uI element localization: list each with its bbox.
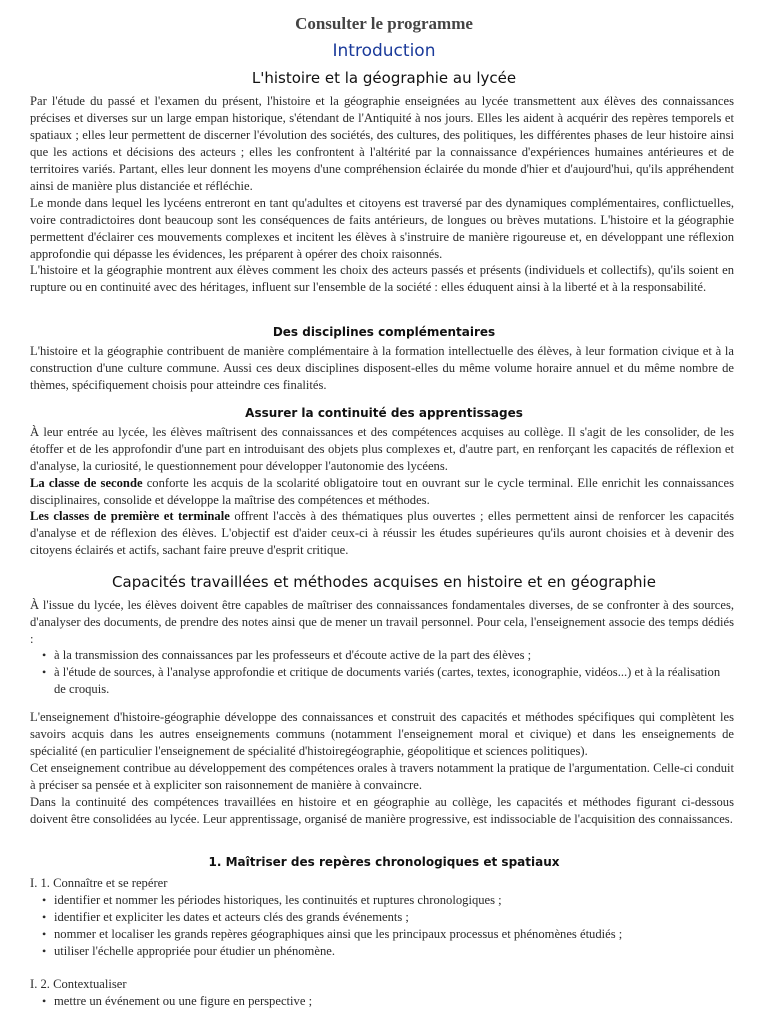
- seconde-text: conforte les acquis de la scolarité obligatoire tout en ouvrant sur le cycle terminal. Elle enrichit les connaissances disciplinaires, consolide et développe la maîtrise des compétences et méthodes.: [30, 476, 734, 507]
- premiere-terminale-label: Les classes de première et terminale: [30, 509, 230, 523]
- seconde-label: La classe de seconde: [30, 476, 143, 490]
- continuite-paragraph-1: À leur entrée au lycée, les élèves maîtrisent des connaissances et des compétences acquises au collège. Il s'agit de les consolider, de les étoffer et de les approfondir d'une part en introduisant des objets plus complexes et, d'autre part, en renforçant les capacités de réflexion et d'analyse, la curiosité, le questionnement pour développer l'autonomie des lycéens.: [30, 425, 734, 473]
- list-item: • identifier et expliciter les dates et acteurs clés des grands événements ;: [42, 909, 734, 926]
- list-item: • nommer et localiser les grands repères géographiques ainsi que les principaux processus et phénomènes étudiés ;: [42, 926, 734, 943]
- capacites-paragraph-4: Dans la continuité des compétences travaillées en histoire et en géographie au collège, les capacités et méthodes figurant ci-dessous doivent être consolidées au lycée. Leur apprentissage, organisé de manière progressive, est indissociable de l'acquisition des connaissances.: [30, 795, 734, 826]
- continuite-paragraph-3: [30, 508, 734, 559]
- subheading-connaitre: I. 1. Connaître et se repérer: [30, 876, 168, 890]
- list-item: • utiliser l'échelle appropriée pour étudier un phénomène.: [42, 943, 734, 960]
- program-link-title[interactable]: Consulter le programme: [295, 14, 473, 33]
- reperes-bullet-list-2: [42, 993, 734, 1010]
- continuite-paragraph-2: [30, 475, 734, 509]
- capacites-paragraph-3: Cet enseignement contribue au développement des compétences orales à travers notamment la pratique de l'argumentation. Celle-ci conduit à préciser sa pensée et à expliciter son raisonnement de manière à convaincre.: [30, 761, 734, 792]
- heading-reperes: 1. Maîtriser des repères chronologiques et spatiaux: [208, 855, 560, 869]
- heading-continuite: Assurer la continuité des apprentissages: [245, 406, 523, 420]
- premiere-terminale-text: offrent l'accès à des thématiques plus ouvertes ; elles permettent ainsi de renforcer les capacités d'analyse et de réflexion des élèves. L'objectif est d'aider ceux-ci à réussir les études supérieures qu'ils auront choisies et à devenir des citoyens éclairés et actifs, sachant faire preuve d'esprit critique.: [30, 509, 734, 557]
- page-title: L'histoire et la géographie au lycée: [251, 69, 517, 87]
- list-item: • mettre un événement ou une figure en perspective ;: [42, 993, 734, 1010]
- subheading-contextualiser: I. 2. Contextualiser: [30, 977, 127, 991]
- section-title: Introduction: [332, 41, 436, 61]
- intro-paragraph-2: Le monde dans lequel les lycéens entreront en tant qu'adultes et citoyens est traversé par des dynamiques complémentaires, conflictuelles, voire contradictoires dont beaucoup sont les conséquences de faits antérieurs, de longues ou brèves mutations. L'histoire et la géographie permettent d'éclairer ces mouvements complexes et incitent les élèves à s'instruire de manière rigoureuse et, en développant une réflexion approfondie qui dépasse les évidences, les préparent à opérer des choix raisonnés.: [30, 196, 734, 261]
- capacites-paragraph-1: À l'issue du lycée, les élèves doivent être capables de maîtriser des connaissances fondamentales diverses, de se confronter à des sources, d'analyser des documents, de prendre des notes ainsi que de mener un travail personnel. Pour cela, l'enseignement associe des temps dédiés :: [30, 598, 734, 646]
- intro-paragraph-1: Par l'étude du passé et l'examen du présent, l'histoire et la géographie enseignées au lycée transmettent aux élèves des connaissances précises et diverses sur un large empan historique, s'étendant de l'Antiquité à nos jours. Elles les aident à acquérir des repères temporels et spatiaux ; elles leur permettent de discerner l'évolution des sociétés, des cultures, des politiques, les différentes phases de leur histoire ainsi que les actions et décisions des acteurs ; elles les confrontent à l'altérité par la connaissance d'expériences humaines antérieures et de territoires variés. Partant, elles leur donnent les moyens d'une compréhension éclairée du monde d'hier et d'aujourd'hui, qu'ils appréhendent ainsi de manière plus distanciée et réfléchie.: [30, 94, 734, 193]
- capacites-paragraph-2: L'enseignement d'histoire-géographie développe des connaissances et construit des capacités et méthodes spécifiques qui complètent les savoirs acquis dans les autres enseignements communs (notamment l'enseignement moral et civique) et dans les enseignements de spécialité (en particulier l'enseignement de spécialité d'histoiregéographie, géopolitique et sciences politiques).: [30, 710, 734, 758]
- heading-disciplines: Des disciplines complémentaires: [272, 325, 496, 339]
- disciplines-paragraph: L'histoire et la géographie contribuent de manière complémentaire à la formation intellectuelle des élèves, à leur formation civique et à la construction d'une culture commune. Aussi ces deux disciplines disposent-elles du même volume horaire annuel et du même nombre de thèmes, spécifiquement choisis pour atteindre ces finalités.: [30, 344, 734, 392]
- list-item: • à la transmission des connaissances par les professeurs et d'écoute active de la part des élèves ;: [42, 647, 734, 664]
- reperes-bullet-list-1: [42, 892, 734, 960]
- heading-capacites: Capacités travaillées et méthodes acquises en histoire et en géographie: [112, 573, 656, 591]
- capacites-bullet-list: [42, 647, 734, 698]
- list-item: • à l'étude de sources, à l'analyse approfondie et critique de documents variés (cartes, textes, iconographie, vidéos...) et à la réalisation de croquis.: [42, 664, 734, 698]
- intro-paragraph-3: L'histoire et la géographie montrent aux élèves comment les choix des acteurs passés et présents (individuels et collectifs), qu'ils soient en rupture ou en continuité avec des héritages, influent sur l'ensemble de la société : elles éduquent ainsi à la liberté et à la responsabilité.: [30, 263, 734, 294]
- list-item: • identifier et nommer les périodes historiques, les continuités et ruptures chronologiques ;: [42, 892, 734, 909]
